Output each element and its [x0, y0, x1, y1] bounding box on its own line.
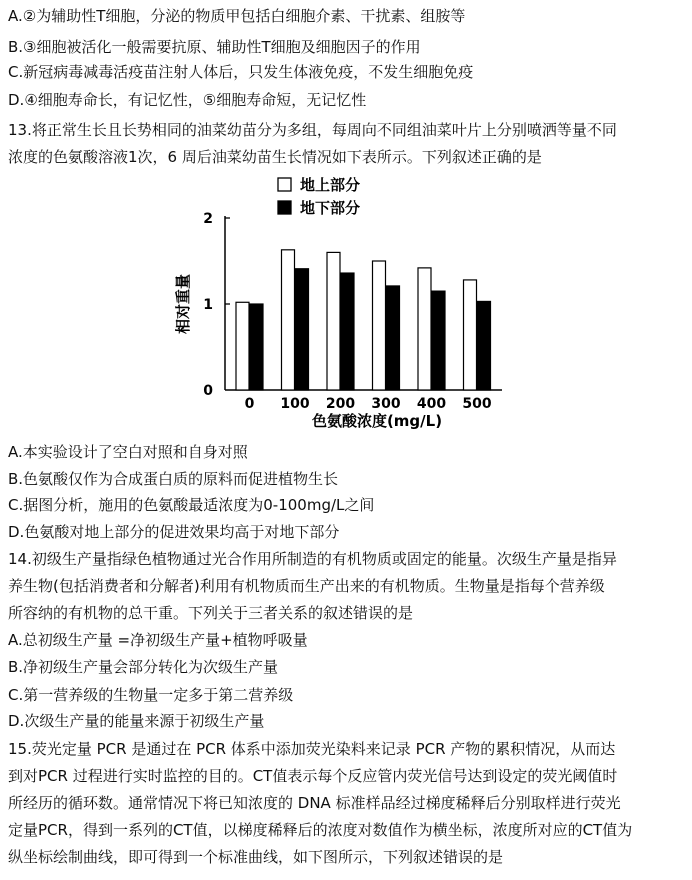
q13-stem-line-2: 浓度的色氨酸溶液1次，6 周后油菜幼苗生长情况如下表所示。下列叙述正确的是: [8, 148, 542, 166]
q12-option-d: D.④细胞寿命长，有记忆性，⑤细胞寿命短，无记忆性: [8, 91, 367, 109]
x-tick-label: 200: [325, 396, 356, 412]
bar-below-ground-300: [387, 286, 400, 390]
bar-below-ground-400: [432, 291, 445, 390]
q14-option-a: A.总初级生产量 =净初级生产量+植物呼吸量: [8, 631, 308, 649]
q15-stem-line-5: 纵坐标绘制曲线，即可得到一个标准曲线，如下图所示，下列叙述错误的是: [8, 848, 504, 866]
bar-above-ground-300: [373, 261, 386, 390]
y-tick-label: 2: [203, 211, 213, 227]
q14-stem-line-2: 养生物(包括消费者和分解者)利用有机物质而生产出来的有机物质。生物量是指每个营养级: [8, 577, 605, 595]
bar-above-ground-500: [464, 280, 477, 390]
bar-above-ground-100: [282, 250, 295, 390]
q13-stem-line-1: 13.将正常生长且长势相同的油菜幼苗分为多组，每周向不同组油菜叶片上分别喷洒等量不同: [8, 121, 617, 139]
q15-stem-line-1: 15.荧光定量 PCR 是通过在 PCR 体系中添加荧光染料来记录 PCR 产物的累积情况，从而达: [8, 740, 616, 758]
q14-option-d: D.次级生产量的能量来源于初级生产量: [8, 712, 265, 730]
q13-option-b: B.色氨酸仅作为合成蛋白质的原料而促进植物生长: [8, 470, 339, 488]
x-tick-label: 100: [280, 396, 310, 412]
bar-below-ground-500: [478, 301, 491, 390]
q12-option-b: B.③细胞被活化一般需要抗原、辅助性T细胞及细胞因子的作用: [8, 38, 421, 56]
legend-swatch-above-ground: [278, 178, 291, 191]
q15-stem-line-4: 定量PCR，得到一系列的CT值，以梯度稀释后的浓度对数值作为横坐标，浓度所对应的CT值为: [8, 821, 633, 839]
q13-option-d: D.色氨酸对地上部分的促进效果均高于对地下部分: [8, 523, 340, 541]
q12-option-a: A.②为辅助性T细胞，分泌的物质甲包括白细胞介素、干扰素、组胺等: [8, 7, 466, 25]
bar-chart: [150, 168, 550, 438]
x-tick-label: 0: [244, 396, 255, 412]
q13-option-a: A.本实验设计了空白对照和自身对照: [8, 443, 248, 461]
x-tick-label: 300: [371, 396, 401, 412]
bar-below-ground-100: [296, 269, 309, 390]
q15-stem-line-3: 所经历的循环数。通常情况下将已知浓度的 DNA 标准样品经过梯度稀释后分别取样进行荧光: [8, 794, 621, 812]
y-tick-label: 0: [203, 383, 213, 399]
q12-option-c: C.新冠病毒减毒活疫苗注射人体后，只发生体液免疫，不发生细胞免疫: [8, 63, 474, 81]
bar-chart-svg: [150, 168, 550, 438]
bar-above-ground-400: [418, 268, 431, 390]
bar-above-ground-0: [236, 302, 249, 390]
bar-below-ground-200: [341, 273, 354, 390]
bar-below-ground-0: [250, 304, 263, 390]
legend-label-below-ground: 地下部分: [300, 199, 361, 217]
q14-option-b: B.净初级生产量会部分转化为次级生产量: [8, 658, 279, 676]
y-axis-label: 相对重量: [174, 273, 192, 335]
x-tick-label: 500: [462, 396, 492, 412]
legend-label-above-ground: 地上部分: [300, 176, 361, 194]
q14-option-c: C.第一营养级的生物量一定多于第二营养级: [8, 686, 294, 704]
q13-option-c: C.据图分析，施用的色氨酸最适浓度为0-100mg/L之间: [8, 496, 375, 514]
y-tick-label: 1: [203, 297, 213, 313]
bar-above-ground-200: [327, 252, 340, 390]
q15-stem-line-2: 到对PCR 过程进行实时监控的目的。CT值表示每个反应管内荧光信号达到设定的荧光阈值时: [8, 767, 618, 785]
x-axis-label: 色氨酸浓度(mg/L): [311, 412, 443, 430]
q14-stem-line-1: 14.初级生产量指绿色植物通过光合作用所制造的有机物质或固定的能量。次级生产量是指异: [8, 550, 617, 568]
q14-stem-line-3: 所容纳的有机物的总干重。下列关于三者关系的叙述错误的是: [8, 604, 414, 622]
legend-swatch-below-ground: [278, 201, 291, 214]
x-tick-label: 400: [416, 396, 447, 412]
